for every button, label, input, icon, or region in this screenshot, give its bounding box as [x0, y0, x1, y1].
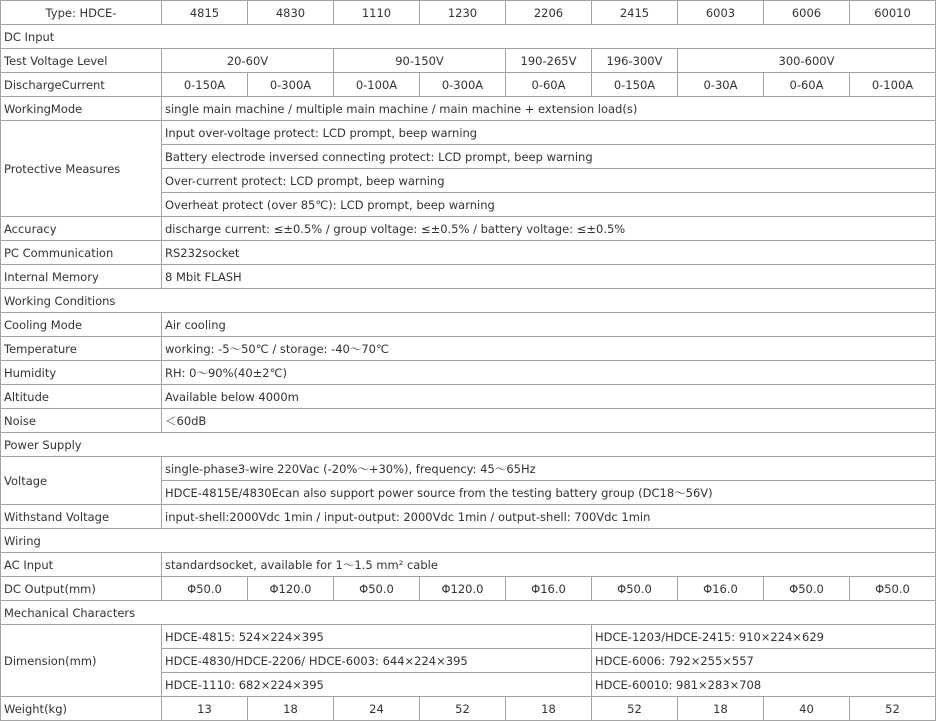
row-label-accuracy: Accuracy: [1, 217, 162, 241]
model-header: 2206: [506, 1, 592, 25]
accuracy-value: discharge current: ≤±0.5% / group voltage: ≤±0.5% / battery voltage: ≤±0.5%: [162, 217, 936, 241]
dimension-item: HDCE-4815: 524×224×395: [162, 625, 592, 649]
discharge-current-value: 0-30A: [678, 73, 764, 97]
dc-output-value: Φ120.0: [420, 577, 506, 601]
ac-input-value: standardsocket, available for 1～1.5 mm² cable: [162, 553, 936, 577]
humidity-value: RH: 0～90%(40±2℃): [162, 361, 936, 385]
test-voltage-value: 300-600V: [678, 49, 936, 73]
protective-measure-item: Over-current protect: LCD prompt, beep warning: [162, 169, 936, 193]
row-label-working-mode: WorkingMode: [1, 97, 162, 121]
discharge-current-value: 0-150A: [162, 73, 248, 97]
row-label-temperature: Temperature: [1, 337, 162, 361]
weight-value: 52: [420, 697, 506, 721]
row-label-test-voltage-level: Test Voltage Level: [1, 49, 162, 73]
section-title-wiring: Wiring: [1, 529, 936, 553]
test-voltage-value: 196-300V: [592, 49, 678, 73]
discharge-current-value: 0-300A: [248, 73, 334, 97]
dimension-item: HDCE-1203/HDCE-2415: 910×224×629: [592, 625, 936, 649]
dimension-item: HDCE-6006: 792×255×557: [592, 649, 936, 673]
weight-value: 24: [334, 697, 420, 721]
temperature-value: working: -5～50℃ / storage: -40～70℃: [162, 337, 936, 361]
test-voltage-value: 20-60V: [162, 49, 334, 73]
altitude-value: Available below 4000m: [162, 385, 936, 409]
voltage-item: single-phase3-wire 220Vac (-20%～+30%), frequency: 45～65Hz: [162, 457, 936, 481]
working-mode-value: single main machine / multiple main machine / main machine + extension load(s): [162, 97, 936, 121]
row-label-withstand-voltage: Withstand Voltage: [1, 505, 162, 529]
discharge-current-value: 0-60A: [506, 73, 592, 97]
weight-value: 18: [678, 697, 764, 721]
discharge-current-value: 0-60A: [764, 73, 850, 97]
weight-value: 13: [162, 697, 248, 721]
noise-value: ＜60dB: [162, 409, 936, 433]
discharge-current-value: 0-100A: [850, 73, 936, 97]
weight-value: 18: [248, 697, 334, 721]
type-label: Type: HDCE-: [1, 1, 162, 25]
section-title-dc-input: DC Input: [1, 25, 936, 49]
model-header: 1230: [420, 1, 506, 25]
dc-output-value: Φ16.0: [678, 577, 764, 601]
model-header: 1110: [334, 1, 420, 25]
voltage-item: HDCE-4815E/4830Ecan also support power source from the testing battery group (DC18～56V): [162, 481, 936, 505]
discharge-current-value: 0-150A: [592, 73, 678, 97]
protective-measure-item: Battery electrode inversed connecting protect: LCD prompt, beep warning: [162, 145, 936, 169]
dc-output-value: Φ50.0: [334, 577, 420, 601]
row-label-dimension: Dimension(mm): [1, 625, 162, 697]
weight-value: 52: [592, 697, 678, 721]
row-label-discharge-current: DischargeCurrent: [1, 73, 162, 97]
weight-value: 18: [506, 697, 592, 721]
dimension-item: HDCE-1110: 682×224×395: [162, 673, 592, 697]
section-title-working-conditions: Working Conditions: [1, 289, 936, 313]
discharge-current-value: 0-300A: [420, 73, 506, 97]
row-label-cooling-mode: Cooling Mode: [1, 313, 162, 337]
weight-value: 52: [850, 697, 936, 721]
pc-communication-value: RS232socket: [162, 241, 936, 265]
dc-output-value: Φ50.0: [592, 577, 678, 601]
dc-output-value: Φ50.0: [850, 577, 936, 601]
row-label-ac-input: AC Input: [1, 553, 162, 577]
model-header: 6006: [764, 1, 850, 25]
dc-output-value: Φ50.0: [162, 577, 248, 601]
dimension-item: HDCE-60010: 981×283×708: [592, 673, 936, 697]
row-label-protective-measures: Protective Measures: [1, 121, 162, 217]
withstand-voltage-value: input-shell:2000Vdc 1min / input-output: 2000Vdc 1min / output-shell: 700Vdc 1min: [162, 505, 936, 529]
dc-output-value: Φ50.0: [764, 577, 850, 601]
row-label-voltage: Voltage: [1, 457, 162, 505]
model-header: 6003: [678, 1, 764, 25]
row-label-noise: Noise: [1, 409, 162, 433]
protective-measure-item: Input over-voltage protect: LCD prompt, beep warning: [162, 121, 936, 145]
model-header: 4830: [248, 1, 334, 25]
model-header: 60010: [850, 1, 936, 25]
section-title-mechanical-characters: Mechanical Characters: [1, 601, 936, 625]
dc-output-value: Φ120.0: [248, 577, 334, 601]
cooling-mode-value: Air cooling: [162, 313, 936, 337]
model-header: 2415: [592, 1, 678, 25]
row-label-weight: Weight(kg): [1, 697, 162, 721]
protective-measure-item: Overheat protect (over 85℃): LCD prompt, beep warning: [162, 193, 936, 217]
discharge-current-value: 0-100A: [334, 73, 420, 97]
weight-value: 40: [764, 697, 850, 721]
row-label-altitude: Altitude: [1, 385, 162, 409]
row-label-humidity: Humidity: [1, 361, 162, 385]
row-label-pc-communication: PC Communication: [1, 241, 162, 265]
test-voltage-value: 190-265V: [506, 49, 592, 73]
model-header: 4815: [162, 1, 248, 25]
row-label-internal-memory: Internal Memory: [1, 265, 162, 289]
internal-memory-value: 8 Mbit FLASH: [162, 265, 936, 289]
dc-output-value: Φ16.0: [506, 577, 592, 601]
section-title-power-supply: Power Supply: [1, 433, 936, 457]
test-voltage-value: 90-150V: [334, 49, 506, 73]
row-label-dc-output: DC Output(mm): [1, 577, 162, 601]
dimension-item: HDCE-4830/HDCE-2206/ HDCE-6003: 644×224×395: [162, 649, 592, 673]
